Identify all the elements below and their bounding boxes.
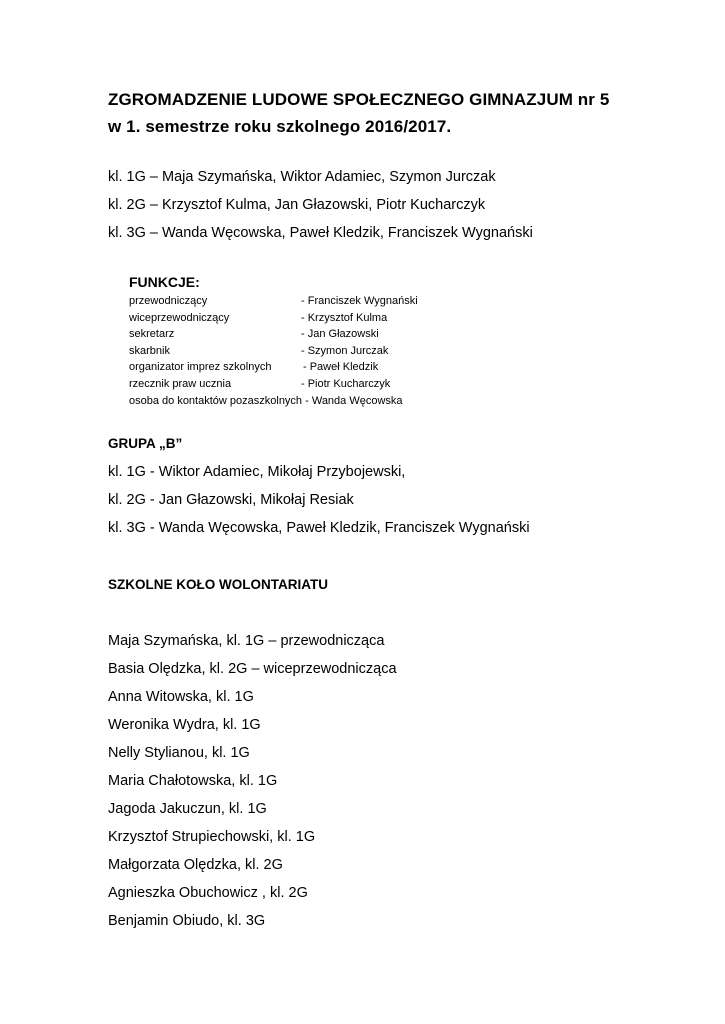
role-name: osoba do kontaktów pozaszkolnych (129, 394, 303, 407)
role-name: skarbnik (129, 344, 170, 357)
role-person: - Jan Głazowski (301, 328, 379, 341)
volunteer-member: Nelly Stylianou, kl. 1G (108, 745, 250, 761)
role-row (129, 343, 403, 360)
role-name: rzecznik praw ucznia (129, 377, 232, 390)
functions-block (129, 272, 418, 409)
volunteer-member: Anna Witowska, kl. 1G (108, 689, 254, 705)
group-b-line-1g: kl. 1G - Wiktor Adamiec, Mikołaj Przybojewski, (108, 464, 406, 480)
group-b-line-2g: kl. 2G - Jan Głazowski, Mikołaj Resiak (108, 492, 354, 508)
role-person: - Paweł Kledzik (303, 361, 379, 374)
role-row (129, 310, 403, 327)
volunteering-heading: SZKOLNE KOŁO WOLONTARIATU (108, 577, 328, 592)
role-name: wiceprzewodniczący (129, 311, 230, 324)
role-row (129, 359, 403, 376)
document-title (108, 86, 609, 140)
assembly-line-1g: kl. 1G – Maja Szymańska, Wiktor Adamiec, Szymon Jurczak (108, 169, 496, 185)
role-row (129, 293, 418, 310)
assembly-line-2g: kl. 2G – Krzysztof Kulma, Jan Głazowski, Piotr Kucharczyk (108, 197, 486, 213)
role-name: przewodniczący (129, 295, 208, 307)
volunteer-member: Weronika Wydra, kl. 1G (108, 717, 261, 733)
role-person: - Krzysztof Kulma (301, 311, 388, 324)
role-row (129, 393, 403, 410)
title-line-2: w 1. semestrze roku szkolnego 2016/2017. (108, 117, 452, 136)
group-b-line-3g: kl. 3G - Wanda Węcowska, Paweł Kledzik, Franciszek Wygnański (108, 520, 530, 536)
assembly-line-3g: kl. 3G – Wanda Węcowska, Paweł Kledzik, Franciszek Wygnański (108, 225, 533, 241)
role-row (129, 326, 403, 343)
volunteer-member: Maria Chałotowska, kl. 1G (108, 773, 278, 789)
volunteer-member: Benjamin Obiudo, kl. 3G (108, 913, 266, 929)
role-person: - Franciszek Wygnański (301, 295, 418, 307)
functions-heading: FUNKCJE: (129, 274, 200, 290)
title-line-1: ZGROMADZENIE LUDOWE SPOŁECZNEGO GIMNAZJUM nr 5 (108, 90, 610, 109)
role-name: organizator imprez szkolnych (129, 361, 272, 374)
volunteer-member: Małgorzata Olędzka, kl. 2G (108, 857, 283, 873)
role-name: sekretarz (129, 328, 175, 341)
volunteer-member: Jagoda Jakuczun, kl. 1G (108, 801, 267, 817)
role-person: - Szymon Jurczak (301, 344, 389, 357)
group-b-heading: GRUPA „B” (108, 436, 183, 451)
role-person: - Wanda Węcowska (305, 394, 403, 407)
role-person: - Piotr Kucharczyk (301, 377, 391, 390)
role-row (129, 376, 403, 393)
volunteer-member: Agnieszka Obuchowicz , kl. 2G (108, 885, 308, 901)
volunteer-member: Krzysztof Strupiechowski, kl. 1G (108, 829, 316, 845)
volunteer-member: Basia Olędzka, kl. 2G – wiceprzewodnicząca (108, 661, 397, 677)
volunteer-member: Maja Szymańska, kl. 1G – przewodnicząca (108, 633, 385, 649)
